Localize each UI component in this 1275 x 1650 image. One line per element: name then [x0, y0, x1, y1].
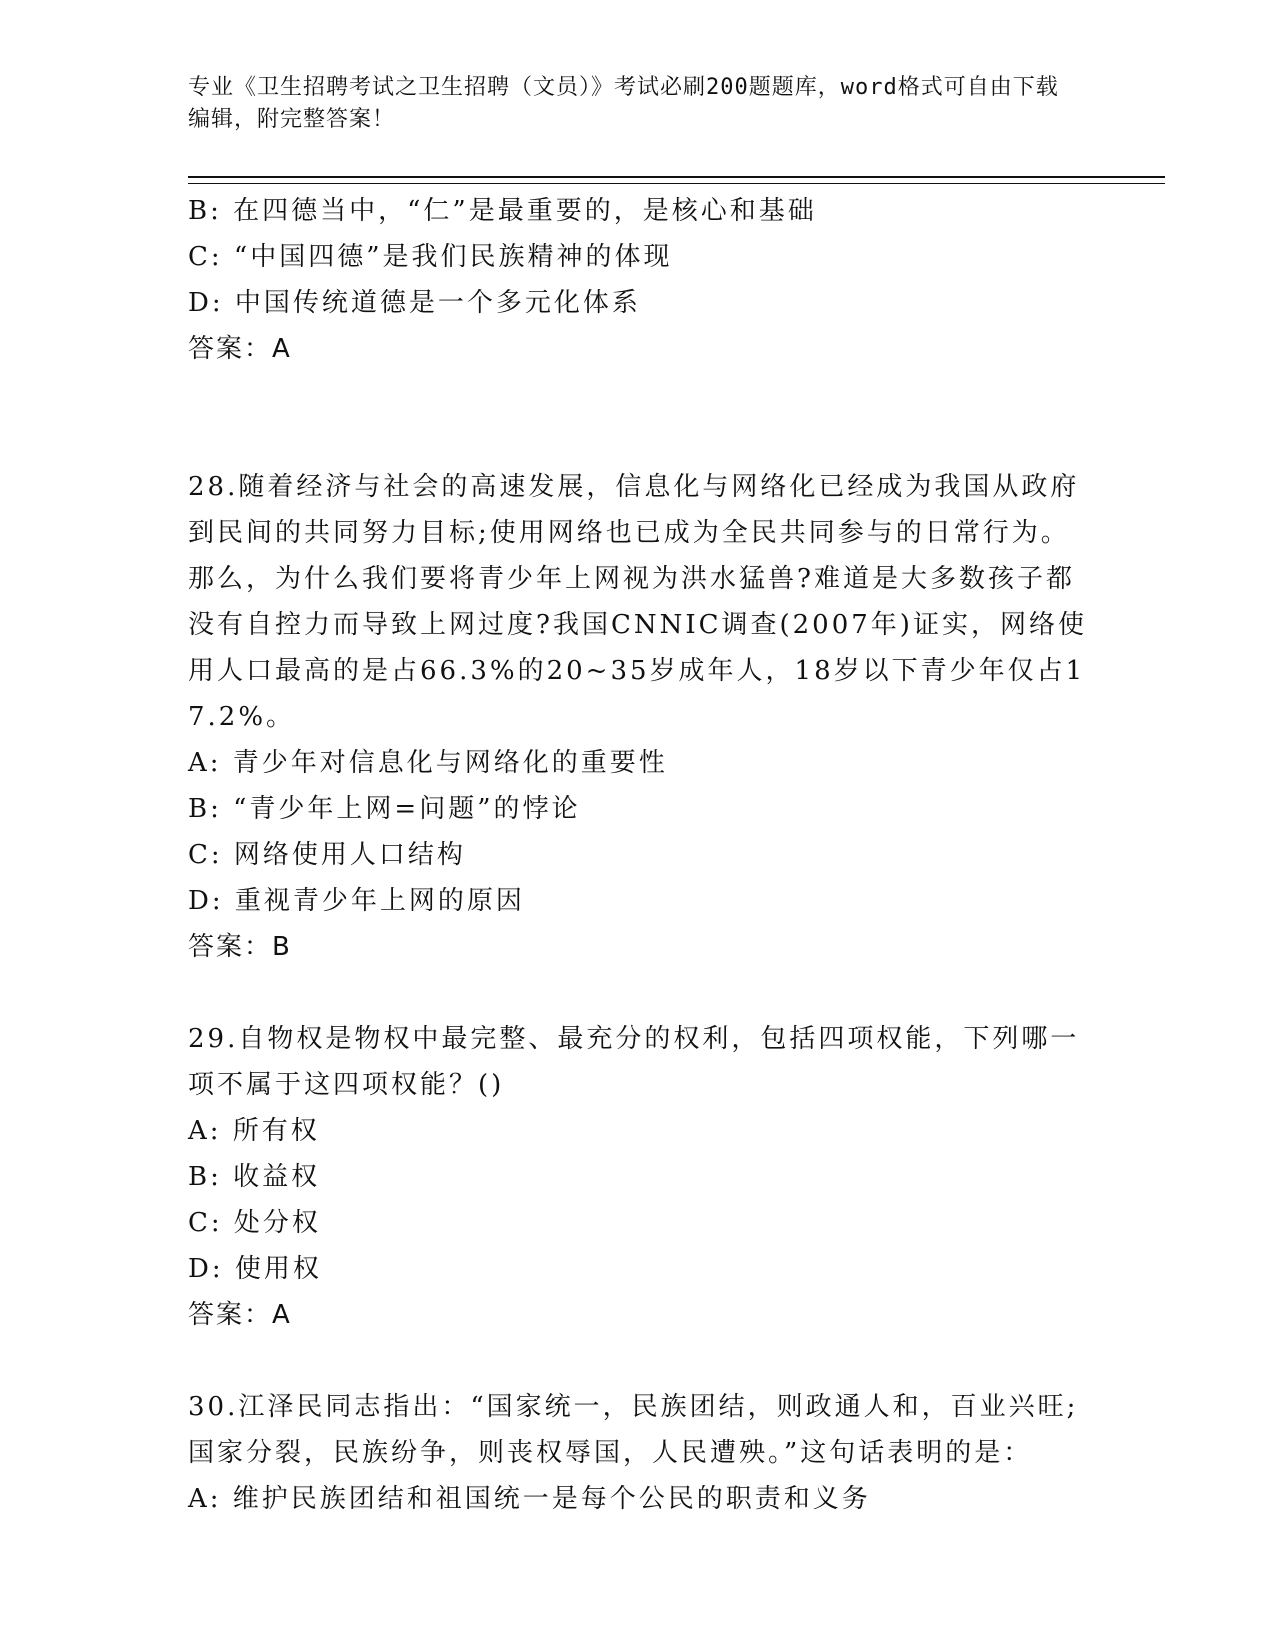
answer-line: 答案：B [188, 932, 292, 962]
option-b: B: 在四德当中，“仁”是最重要的，是核心和基础 [188, 196, 817, 226]
question-stem: 30.江泽民同志指出：“国家统一，民族团结，则政通人和，百业兴旺;国家分裂，民族纷争，则丧权辱国，人民遭殃。”这句话表明的是： [188, 1392, 1079, 1468]
option-c: C: “中国四德”是我们民族精神的体现 [188, 242, 673, 272]
option-d: D: 使用权 [188, 1254, 322, 1284]
answer-line: 答案：A [188, 334, 292, 364]
option-a: A: 青少年对信息化与网络化的重要性 [188, 748, 668, 778]
question-content [188, 188, 1088, 1522]
option-b: B: 收益权 [188, 1162, 321, 1192]
option-a: A: 所有权 [188, 1116, 320, 1146]
option-a: A: 维护民族团结和祖国统一是每个公民的职责和义务 [188, 1484, 871, 1514]
option-c: C: 处分权 [188, 1208, 321, 1238]
header-divider [188, 176, 1165, 184]
question-stem: 29.自物权是物权中最完整、最充分的权利，包括四项权能，下列哪一项不属于这四项权能？() [188, 1024, 1080, 1100]
page-header: 专业《卫生招聘考试之卫生招聘（文员）》考试必刷200题题库，word格式可自由下载编辑，附完整答案！ [188, 75, 1059, 132]
option-d: D: 重视青少年上网的原因 [188, 886, 525, 916]
question-stem: 28.随着经济与社会的高速发展，信息化与网络化已经成为我国从政府到民间的共同努力目标;使用网络也已成为全民共同参与的日常行为。那么，为什么我们要将青少年上网视为洪水猛兽?难道是大多数孩子都没有自控力而导致上网过度?我国CNNIC调查(2007年)证实，网络使用人口最高的是占66.3%的20~35岁成年人，18岁以下青少年仅占17.2%。 [188, 472, 1087, 732]
option-c: C: 网络使用人口结构 [188, 840, 466, 870]
option-d: D: 中国传统道德是一个多元化体系 [188, 288, 641, 318]
option-b: B: “青少年上网=问题”的悖论 [188, 794, 581, 824]
answer-line: 答案：A [188, 1300, 292, 1330]
